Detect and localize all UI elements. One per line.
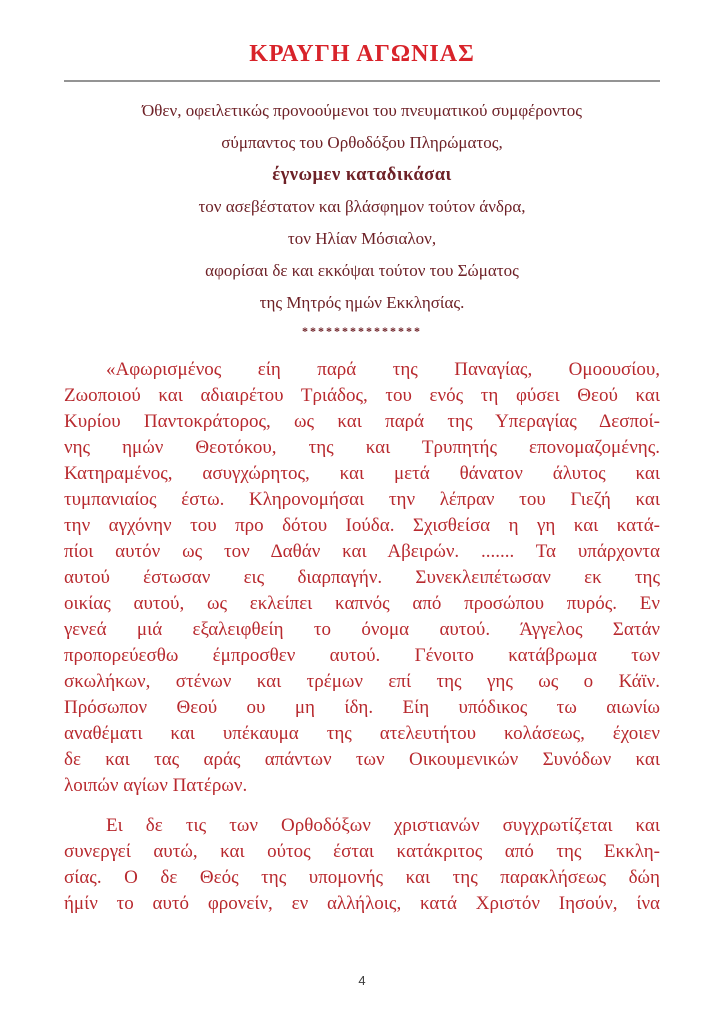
preamble-line: Όθεν, οφειλετικώς προνοούμενοι του πνευματικού συμφέροντος bbox=[141, 101, 583, 120]
text-line: ήμίν το αυτό φρονείν, εν αλλήλοις, κατά Χριστόν Ιησούν, ίνα bbox=[64, 893, 660, 914]
text-line: σίας. Ο δε Θεός της υπομονής και της παρακλήσεως δώη bbox=[64, 867, 660, 888]
page-number: 4 bbox=[358, 973, 366, 988]
text-line: γενεά μιά εξαλειφθείη το όνομα αυτού. Άγγελος Σατάν bbox=[64, 619, 660, 640]
text-line: δε και τας αράς απάντων των Οικουμενικών Συνόδων και bbox=[64, 749, 660, 770]
text-line: Ει δε τις των Ορθοδόξων χριστιανών συγχρωτίζεται και bbox=[106, 815, 660, 836]
text-line: προπορεύεσθω έμπροσθεν αυτού. Γένοιτο κατάβρωμα των bbox=[64, 645, 660, 666]
preamble-line: τον ασεβέστατον και βλάσφημον τούτον άνδρα, bbox=[198, 197, 526, 216]
body-paragraph-2 bbox=[64, 813, 660, 917]
text-line: αυτού έστωσαν εις διαρπαγήν. Συνεκλειπέτωσαν εκ της bbox=[64, 567, 660, 588]
preamble-line-emphasis: έγνωμεν καταδικάσαι bbox=[272, 165, 452, 185]
text-line: Πρόσωπον Θεού ου μη ίδη. Είη υπόδικος τω αιωνίω bbox=[64, 697, 660, 718]
text-line: συνεργεί αυτώ, και ούτος έσται κατάκριτος από της Εκκλη- bbox=[64, 841, 660, 862]
text-line: νης ημών Θεοτόκου, της και Τρυπητής επονομαζομένης. bbox=[64, 437, 660, 458]
text-line: σκωλήκων, στένων και τρέμων επί της γης ως ο Κάϊν. bbox=[64, 671, 660, 692]
text-line: αναθέματι και υπέκαυμα της ατελευτήτου κολάσεως, έχοιεν bbox=[64, 723, 660, 744]
body-paragraph-1 bbox=[64, 357, 660, 799]
page-title: ΚΡΑΥΓΗ ΑΓΩΝΙΑΣ bbox=[249, 41, 475, 67]
text-line: Κυρίου Παντοκράτορος, ως και παρά της Υπεραγίας Δεσποί- bbox=[64, 411, 660, 432]
text-line: «Αφωρισμένος είη παρά της Παναγίας, Ομοουσίου, bbox=[106, 359, 660, 380]
text-line: λοιπών αγίων Πατέρων. bbox=[64, 775, 248, 796]
preamble-line: αφορίσαι δε και εκκόψαι τούτον του Σώματος bbox=[205, 261, 519, 280]
text-line: την αγχόνην του προ δότου Ιούδα. Σχισθείσα η γη και κατά- bbox=[64, 515, 660, 536]
preamble-line: τον Ηλίαν Μόσιαλον, bbox=[287, 229, 437, 248]
preamble-line: σύμπαντος του Ορθοδόξου Πληρώματος, bbox=[221, 133, 503, 152]
asterisk-separator: *************** bbox=[302, 324, 422, 338]
text-line: τυμπανιαίος έστω. Κληρονομήσαι την λέπραν του Γιεζή και bbox=[64, 489, 660, 510]
preamble-line: της Μητρός ημών Εκκλησίας. bbox=[259, 293, 465, 312]
page-content bbox=[64, 0, 660, 917]
title-divider-rule bbox=[64, 80, 660, 82]
text-line: Κατηραμένος, ασυγχώρητος, και μετά θάνατον άλυτος και bbox=[64, 463, 660, 484]
preamble-block bbox=[64, 95, 660, 343]
text-line: Ζωοποιού και αδιαιρέτου Τριάδος, του ενός τη φύσει Θεού και bbox=[64, 385, 660, 406]
text-line: πίοι αυτόν ως τον Δαθάν και Αβειρών. ....... Τα υπάρχοντα bbox=[64, 541, 660, 562]
text-line: οικίας αυτού, ως εκλείπει καπνός από προσώπου πυρός. Εν bbox=[64, 593, 660, 614]
